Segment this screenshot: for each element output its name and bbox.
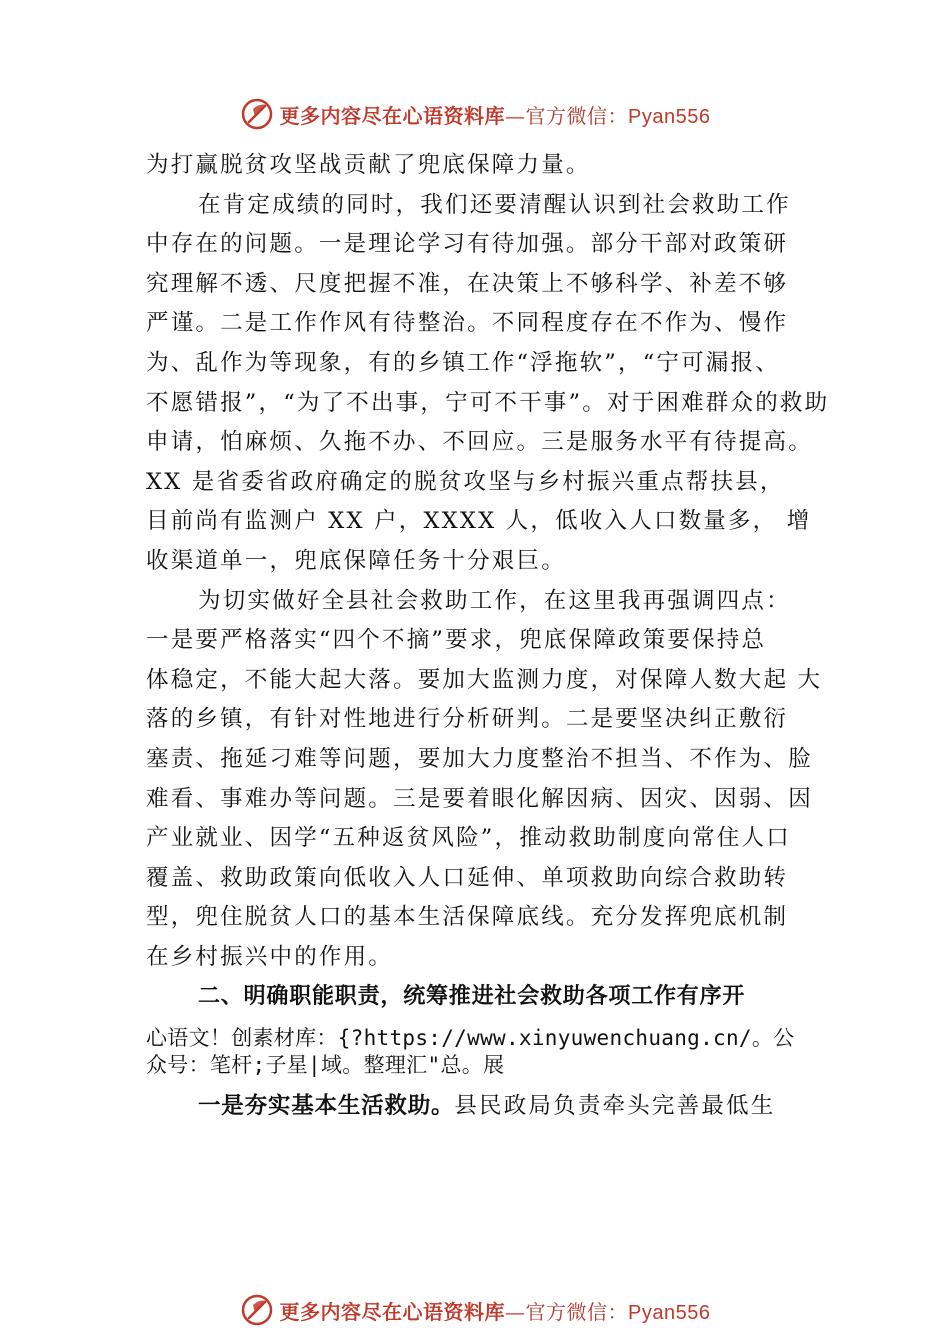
body-text: 县民政局负责牵头完善最低生 <box>454 1093 776 1120</box>
body-line: 目前尚有监测户 XX 户，XXXX 人，低收入人口数量多， 增 <box>146 508 812 535</box>
body-line: 严谨。二是工作作风有待整治。不同程度存在不作为、慢作 <box>146 310 789 337</box>
quill-logo-icon <box>240 1293 274 1327</box>
watermark-line: 心语文！创素材库：{?https://www.xinyuwenchuang.cn/。公 <box>146 1026 795 1051</box>
body-line: 为切实做好全县社会救助工作，在这里我再强调四点： <box>198 587 791 614</box>
body-line: XX 是省委省政府确定的脱贫攻坚与乡村振兴重点帮扶县， <box>146 468 785 495</box>
body-line: 难看、事难办等问题。三是要着眼化解因病、因灾、因弱、因 <box>146 785 813 812</box>
body-line: 为、乱作为等现象，有的乡镇工作“浮拖软”，“宁可漏报、 <box>146 349 780 376</box>
banner-wechat-id: Pyan556 <box>628 1301 711 1324</box>
body-line: 产业就业、因学“五种返贫风险”，推动救助制度向常住人口 <box>146 825 791 852</box>
banner-text <box>280 1296 711 1325</box>
body-line: 型，兜住脱贫人口的基本生活保障底线。充分发挥兜底机制 <box>146 904 789 931</box>
banner-wechat-label: 官方微信： <box>525 1299 629 1324</box>
body-line: 申请，怕麻烦、久拖不办、不回应。三是服务水平有待提高。 <box>146 429 813 456</box>
body-line: 在肯定成绩的同时，我们还要清醒认识到社会救助工作 <box>198 191 791 218</box>
banner-separator: — <box>505 103 526 128</box>
body-line-last <box>146 1087 816 1127</box>
banner-main-text: 更多内容尽在心语资料库 <box>279 1299 506 1324</box>
body-line: 在乡村振兴中的作用。 <box>146 943 394 970</box>
body-line: 一是要严格落实“四个不摘”要求，兜底保障政策要保持总 <box>146 627 767 654</box>
body-line: 落的乡镇，有针对性地进行分析研判。二是要坚决纠正敷衍 <box>146 706 789 733</box>
section-heading: 二、明确职能职责，统筹推进社会救助各项工作有序开 <box>198 984 746 1010</box>
header-banner <box>0 92 950 136</box>
body-line: 中存在的问题。一是理论学习有待加强。部分干部对政策研 <box>146 231 789 258</box>
body-line: 为打赢脱贫攻坚战贡献了兜底保障力量。 <box>146 152 591 178</box>
banner-main-text: 更多内容尽在心语资料库 <box>279 103 506 128</box>
banner-wechat-label: 官方微信： <box>525 103 629 128</box>
banner-wechat-id: Pyan556 <box>628 105 711 128</box>
banner-text <box>280 100 711 129</box>
banner-separator: — <box>505 1299 526 1324</box>
body-line: 覆盖、救助政策向低收入人口延伸、单项救助向综合救助转 <box>146 864 789 891</box>
watermark-line: 众号：笔杆;子星|域。整理汇"总。展 <box>146 1053 505 1078</box>
body-line: 究理解不透、尺度把握不准，在决策上不够科学、补差不够 <box>146 270 789 297</box>
document-body <box>146 146 830 1127</box>
body-line: 体稳定，不能大起大落。要加大监测力度，对保障人数大起 大 <box>146 666 823 693</box>
body-line: 收渠道单一，兜底保障任务十分艰巨。 <box>146 547 566 574</box>
body-line: 塞责、拖延刁难等问题，要加大力度整治不担当、不作为、脸 <box>146 745 813 772</box>
footer-banner <box>0 1288 950 1332</box>
quill-logo-icon <box>240 97 274 131</box>
bold-lead-text: 一是夯实基本生活救助。 <box>198 1093 455 1120</box>
body-line: 不愿错报”，“为了不出事，宁可不干事”。对于困难群众的救助 <box>146 389 830 416</box>
